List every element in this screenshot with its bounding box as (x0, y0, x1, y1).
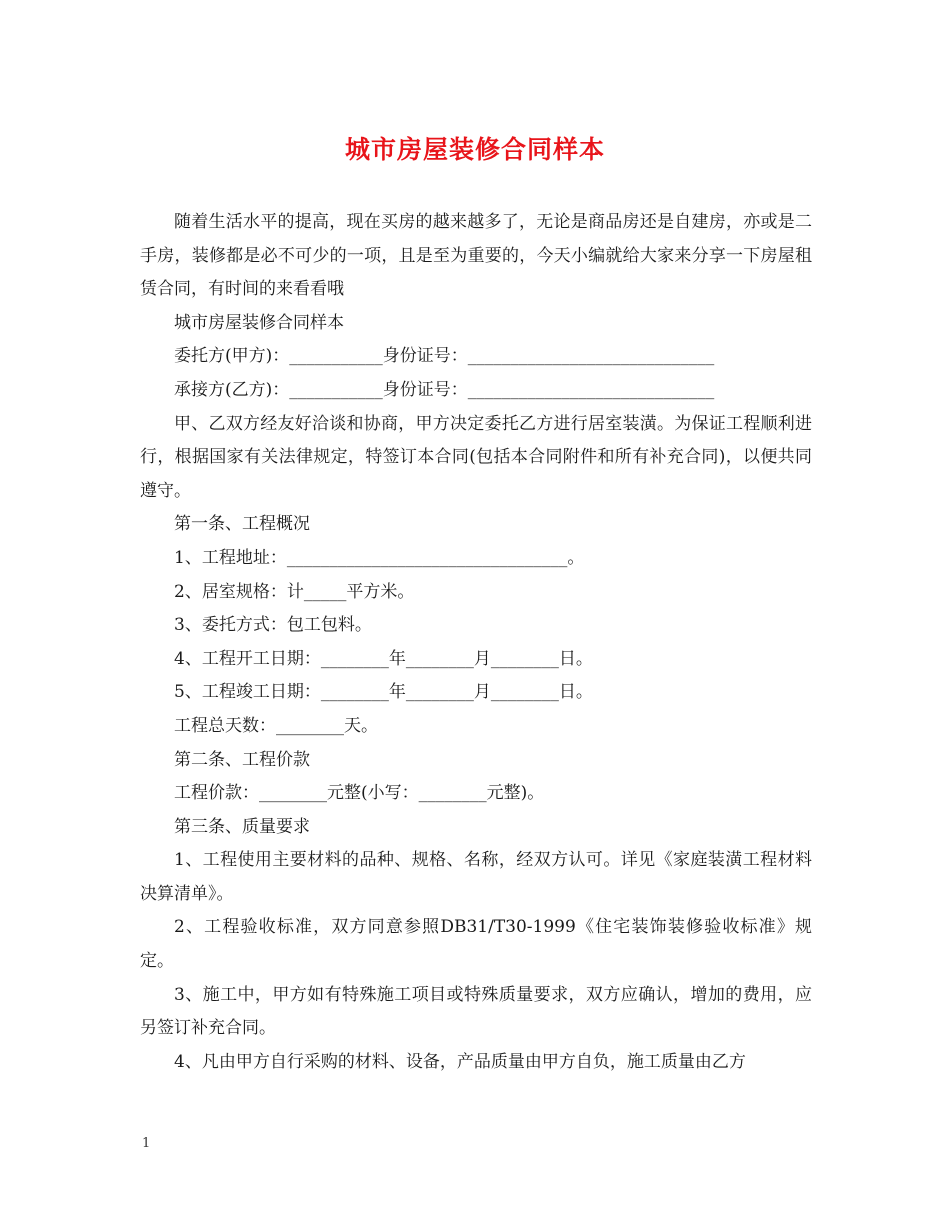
paragraph-intro: 随着生活水平的提高，现在买房的越来越多了，无论是商品房还是自建房，亦或是二手房，装修都是必不可少的一项，且是至为重要的，今天小编就给大家来分享一下房屋租赁合同，有时间的来看看哦 (140, 212, 812, 300)
paragraph-quality-3: 3、施工中，甲方如有特殊施工项目或特殊质量要求，双方应确认，增加的费用，应另签订补充合同。 (140, 984, 812, 1039)
paragraph-project-address: 1、工程地址：_________________________________。 (174, 547, 585, 568)
paragraph-total-days: 工程总天数：________天。 (174, 715, 378, 736)
paragraph-quality-4: 4、凡由甲方自行采购的材料、设备，产品质量由甲方自负，施工质量由乙方 (174, 1051, 746, 1072)
paragraph-end-date: 5、工程竣工日期：________年________月________日。 (174, 682, 593, 703)
paragraph-price: 工程价款：________元整(小写：________元整)。 (174, 783, 545, 804)
section-heading-1: 第一条、工程概况 (174, 514, 310, 535)
paragraph-subtitle: 城市房屋装修合同样本 (174, 312, 344, 333)
document-body (140, 206, 812, 1079)
paragraph-agreement: 甲、乙双方经友好洽谈和协商，甲方决定委托乙方进行居室装潢。为保证工程顺利进行，根据国家有关法律规定，特签订本合同(包括本合同附件和所有补充合同)，以便共同遵守。 (140, 413, 812, 501)
paragraph-party-b: 承接方(乙方)：___________身份证号：_____________________________ (174, 379, 715, 400)
paragraph-party-a: 委托方(甲方)：___________身份证号：_____________________________ (174, 346, 715, 367)
document-title: 城市房屋装修合同样本 (344, 135, 605, 164)
paragraph-start-date: 4、工程开工日期：________年________月________日。 (174, 648, 593, 669)
paragraph-room-size: 2、居室规格：计_____平方米。 (174, 581, 415, 602)
section-heading-3: 第三条、质量要求 (174, 816, 310, 837)
paragraph-commission-mode: 3、委托方式：包工包料。 (174, 615, 372, 636)
page-number: 1 (142, 1136, 151, 1151)
paragraph-quality-1: 1、工程使用主要材料的品种、规格、名称，经双方认可。详见《家庭装潢工程材料决算清单》。 (140, 850, 812, 904)
section-heading-2: 第二条、工程价款 (174, 749, 310, 770)
paragraph-quality-2: 2、工程验收标准，双方同意参照DB31/T30-1999《住宅装饰装修验收标准》规定。 (140, 917, 812, 972)
